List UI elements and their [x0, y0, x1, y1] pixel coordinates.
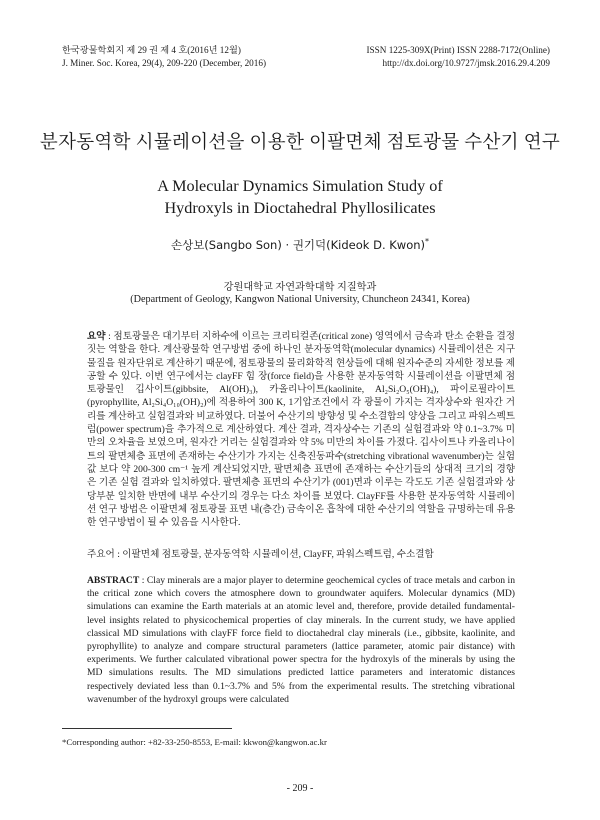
abstract-korean-label: 요약 [87, 331, 106, 342]
page-number: - 209 - [286, 783, 314, 794]
issn: ISSN 1225-309X(Print) ISSN 2288-7172(Online) [366, 45, 550, 55]
author-separator: · [281, 238, 293, 252]
running-header [62, 44, 550, 70]
affiliation-korean: 강원대학교 자연과학대학 지질학과 [223, 282, 377, 293]
abstract-korean [87, 330, 515, 529]
abstract-english-label: ABSTRACT [87, 575, 140, 586]
affiliation-english: (Department of Geology, Kangwon National University, Chuncheon 24341, Korea) [130, 294, 470, 305]
journal-name-english: J. Miner. Soc. Korea, 29(4), 209-220 (December, 2016) [62, 58, 266, 68]
title-english-line-2: Hydroxyls in Dioctahedral Phyllosilicates [164, 199, 436, 217]
corresponding-mark: * [425, 237, 430, 247]
abstract-english-body: : Clay minerals are a major player to determine geochemical cycles of trace metals and carbon in the critical zone which covers the atmosphere down to groundwater aquifers. Molecular dynamics (MD) simulations can examine the Earth materials at an atomic level and, therefore, provide detailed fundamental-level insights related to physicochemical properties of clay minerals. In the current study, we have applied classical MD simulations with clayFF force field to dioctahedral clay minerals (i.e., gibbsite, kaolinite, and pyrophyllite) to analyze and compare structural parameters (lattice parameter, atomic pair distance) with experiments. We further calculated vibrational power spectra for the hydroxyls of the minerals by using the MD simulations results. The MD simulations predicted lattice parameters and interatomic distances respectively deviated less than 0.1~3.7% and 5% from the experimental results. The stretching vibrational wavenumber of the hydroxyl groups were calculated [87, 575, 515, 705]
author-2: 권기덕(Kideok D. Kwon) [292, 238, 426, 252]
journal-name-korean: 한국광물학회지 제 29 권 제 4 호(2016년 12월) [62, 45, 241, 55]
corresponding-author-footnote: *Corresponding author: +82-33-250-8553, E-mail: kkwon@kangwon.ac.kr [62, 737, 327, 747]
doi-link[interactable]: http://dx.doi.org/10.9727/jmsk.2016.29.4.209 [382, 58, 550, 68]
author-1: 손상보(Sangbo Son) [170, 238, 282, 252]
footnote-divider [62, 728, 232, 729]
author-list [0, 237, 600, 253]
title-korean: 분자동역학 시뮬레이션을 이용한 이팔면체 점토광물 수산기 연구 [39, 133, 561, 153]
abstract-korean-body: : 점토광물은 대기부터 지하수에 이르는 크리티컬존(critical zone) 영역에서 금속과 탄소 순환을 결정짓는 역할을 한다. 계산광물학 연구방법 중에 하나인 분자동역학(molecular dynamics) 시뮬레이션은 지구물질을 원자단위로 계산하기 때문에, 점토광물의 물리화학적 현상들에 대해 원자수준의 자세한 정보를 제공할 수 있다. 이번 연구에서는 clayFF 힘 장(force field)을 사용한 분자동역학 시뮬레이션을 이팔면체 점토광물인 깁사이트(gibbsite, Al(OH)₃), 카올리나이트(kaolinite, Al₂Si₂O₅(OH)₄), 파이로필라이트(pyrophyllite, Al₂Si₄O₁₀(OH)₂)에 적용하여 300 K, 1기압조건에서 각 광물이 가지는 격자상수와 원자간 거리를 계산하고 실험결과와 비교하였다. 더불어 수산기의 방향성 및 수소결합의 양상을 그리고 파워스펙트럼(power spectrum)을 추가적으로 계산하였다. 계산 결과, 격자상수는 기존의 실험결과와 약 0.1~3.7% 미만의 오차율을 보였으며, 원자간 거리는 실험결과와 약 5% 미만의 차이를 가졌다. 깁사이트나 카올리나이트의 팔면체층 표면에 존재하는 수산기가 가지는 신축진동파수(stretching vibrational wavenumber)는 실험값 보다 약 200-300 cm⁻¹ 높게 계산되었지만, 팔면체층 표면에 존재하는 수산기들의 상대적 크기의 경향은 기존 실험 결과와 일치하였다. 팔면체층 표면의 수산기가 (001)면과 이루는 각도도 기존 실험결과와 상당부분 일치한 반면에 내부 수산기의 경우는 다소 차이를 보였다. ClayFF를 사용한 분자동역학 시뮬레이션 연구 방법은 이팔면체 점토광물 표면 내(층간) 금속이온 흡착에 대한 수산기의 역할을 규명하는데 유용한 연구방법이 될 수 있음을 시사한다. [87, 331, 515, 529]
keywords-korean-label: 주요어 [87, 549, 115, 560]
keywords-korean [87, 548, 515, 561]
abstract-english [87, 574, 515, 706]
keywords-korean-body: : 이팔면체 점토광물, 분자동역학 시뮬레이션, ClayFF, 파워스펙트럼, 수소결합 [114, 549, 434, 560]
title-english-line-1: A Molecular Dynamics Simulation Study of [157, 177, 443, 195]
title-english [0, 175, 600, 219]
